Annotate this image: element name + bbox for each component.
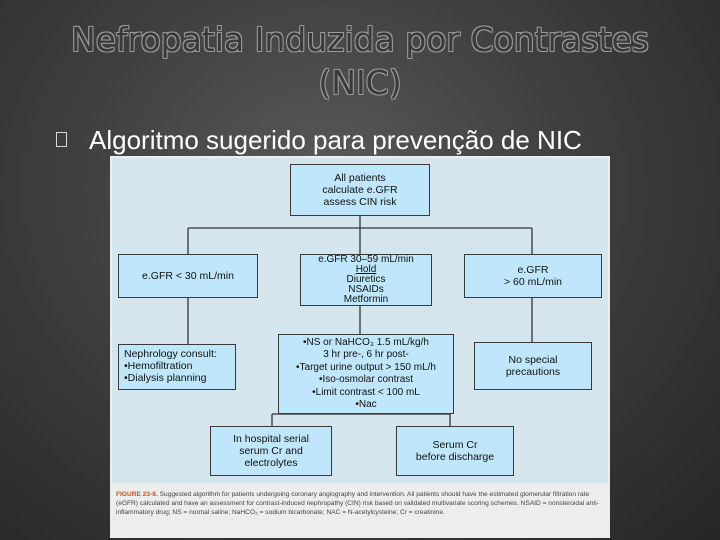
caption-label: FIGURE 23-8. <box>116 491 158 498</box>
box-text: calculate e.GFR <box>322 184 398 196</box>
box-text: Serum Cr <box>432 439 478 451</box>
box-text: electrolytes <box>244 457 298 469</box>
box-text: All patients <box>334 172 386 184</box>
box-text: 3 hr pre-, 6 hr post- <box>323 349 409 360</box>
algorithm-figure <box>110 156 610 538</box>
box-in-hospital-serial <box>210 426 332 476</box>
box-text: •Limit contrast < 100 mL <box>312 386 420 398</box>
box-text: •Target urine output > 150 mL/h <box>296 361 436 373</box>
box-text: •Hemofiltration <box>124 360 193 372</box>
caption-text: Suggested algorithm for patients undergoing coronary angiography and intervention. All patients should have the estimated glomerular filtration rate (eGFR) calculated and have an assessment for contrast-induced nephropathy (CIN) risk based on validated multivariate scoring schemes. NSAID = nonsteroidal anti-inflammatory drug; NS = normal saline; NaHCO₃ = sodium bicarbonate; NAC = N-acetylcysteine; Cr = creatinine. <box>116 491 599 516</box>
bullet-text: Algoritmo sugerido para prevenção de NIC <box>89 125 582 155</box>
box-text: •NS or NaHCO₃ 1.5 mL/kg/h <box>303 336 429 348</box>
box-prevention-protocol <box>278 334 454 414</box>
box-all-patients <box>290 164 430 216</box>
box-serum-cr-discharge <box>396 426 514 476</box>
box-egfr-high <box>464 254 602 298</box>
figure-caption <box>116 490 604 517</box>
box-text: Hold <box>355 264 377 275</box>
flowchart <box>112 158 608 483</box>
box-text: NSAIDs <box>348 284 384 295</box>
box-text: > 60 mL/min <box>503 276 563 288</box>
box-text: e.GFR <box>517 264 549 276</box>
box-text: e.GFR 30–59 mL/min <box>318 254 414 265</box>
box-text: •Dialysis planning <box>124 372 207 384</box>
slide-title-line2: (NIC) <box>318 63 402 102</box>
box-egfr-mid <box>300 254 432 306</box>
box-text: Metformin <box>343 294 389 305</box>
box-nephrology-consult <box>118 344 236 390</box>
box-no-precautions <box>474 342 592 390</box>
box-text: precautions <box>505 366 561 378</box>
slide-title-line1: Nefropatia Induzida por Contrastes <box>71 20 649 59</box>
box-text: •Nac <box>355 399 377 410</box>
box-text: e.GFR < 30 mL/min <box>142 270 234 282</box>
box-text: •Iso-osmolar contrast <box>318 374 414 385</box>
box-text: serum Cr and <box>239 445 303 457</box>
box-text: In hospital serial <box>233 433 309 445</box>
box-egfr-low <box>118 254 258 298</box>
box-text: Diuretics <box>346 274 386 285</box>
box-text: Nephrology consult: <box>124 348 217 360</box>
box-text: before discharge <box>415 451 495 463</box>
bullet-square-icon <box>56 132 67 147</box>
box-text: No special <box>508 354 558 366</box>
box-text: assess CIN risk <box>323 196 397 208</box>
